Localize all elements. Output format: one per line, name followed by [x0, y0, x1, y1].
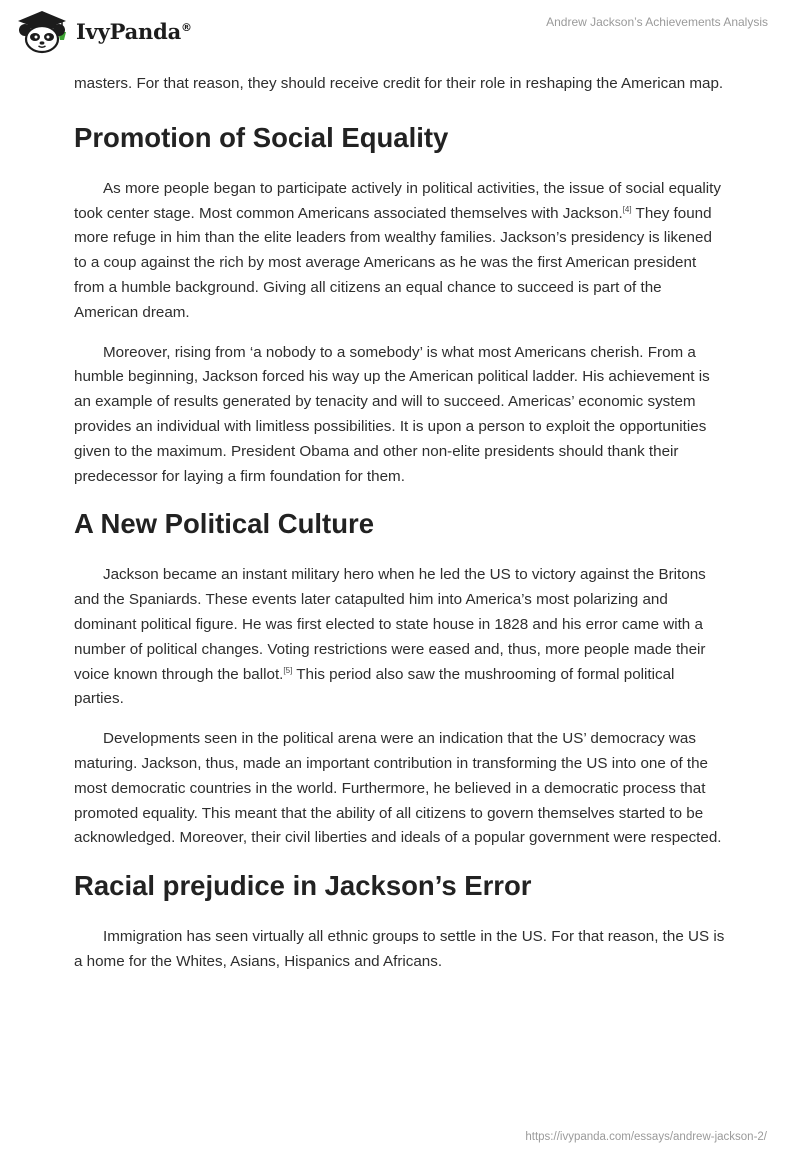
section-heading-racial-prejudice: Racial prejudice in Jackson’s Error [74, 870, 532, 902]
section-heading-social-equality: Promotion of Social Equality [74, 121, 449, 153]
document-title: Andrew Jackson’s Achievements Analysis [546, 15, 768, 29]
ivypanda-logo[interactable] [14, 8, 192, 54]
source-url[interactable]: https://ivypanda.com/essays/andrew-jackson-2/ [525, 1131, 767, 1143]
paragraph: Moreover, rising from ‘a nobody to a somebody’ is what most Americans cherish. From a humble beginning, Jackson forced his way up the American political ladder. His achievement is an example of results generated by tenacity and will to succeed. Americas’ economic system provides an individual with limitless possibilities. It is upon a person to exploit the opportunities given to the maximum. President Obama and other non-elite presidents should thank their predecessor for laying a firm foundation for them. [74, 343, 710, 485]
paragraph: Jackson became an instant military hero when he led the US to victory against the Britons and the Spaniards. These events later catapulted him into America’s most polarizing and dominant political figure. He was first elected to state house in 1828 and his error came with a number of political changes. Voting restrictions were eased and, thus, more people made their voice known through the ballot.[5] This period also saw the mushrooming of formal political parties. [74, 566, 706, 708]
paragraph: As more people began to participate actively in political activities, the issue of social equality took center stage. Most common Americans associated themselves with Jackson.[4] They found more refuge in him than the elite leaders from wealthy families. Jackson’s presidency is likened to a coup against the rich by most average Americans as he was the first American president from a humble background. Giving all citizens an equal chance to succeed is part of the American dream. [74, 179, 721, 321]
section-heading-political-culture: A New Political Culture [74, 508, 375, 540]
panda-graduate-icon [14, 8, 70, 54]
brand-name: IvyPanda® [76, 18, 192, 44]
footnote-ref[interactable]: [5] [283, 665, 293, 675]
page-header [0, 0, 800, 60]
intro-paragraph: masters. For that reason, they should receive credit for their role in reshaping the American map. [74, 75, 724, 92]
footnote-ref[interactable]: [4] [622, 204, 632, 214]
paragraph: Immigration has seen virtually all ethnic groups to settle in the US. For that reason, the US is a home for the Whites, Asians, Hispanics and Africans. [74, 928, 725, 970]
essay-content [74, 72, 726, 975]
paragraph: Developments seen in the political arena were an indication that the US’ democracy was maturing. Jackson, thus, made an important contribution in transforming the US into one of the most democratic countries in the world. Furthermore, he believed in a democratic process that promoted equality. This meant that the ability of all citizens to govern themselves started to be acknowledged. Moreover, their civil liberties and ideals of a popular government were respected. [74, 730, 722, 847]
